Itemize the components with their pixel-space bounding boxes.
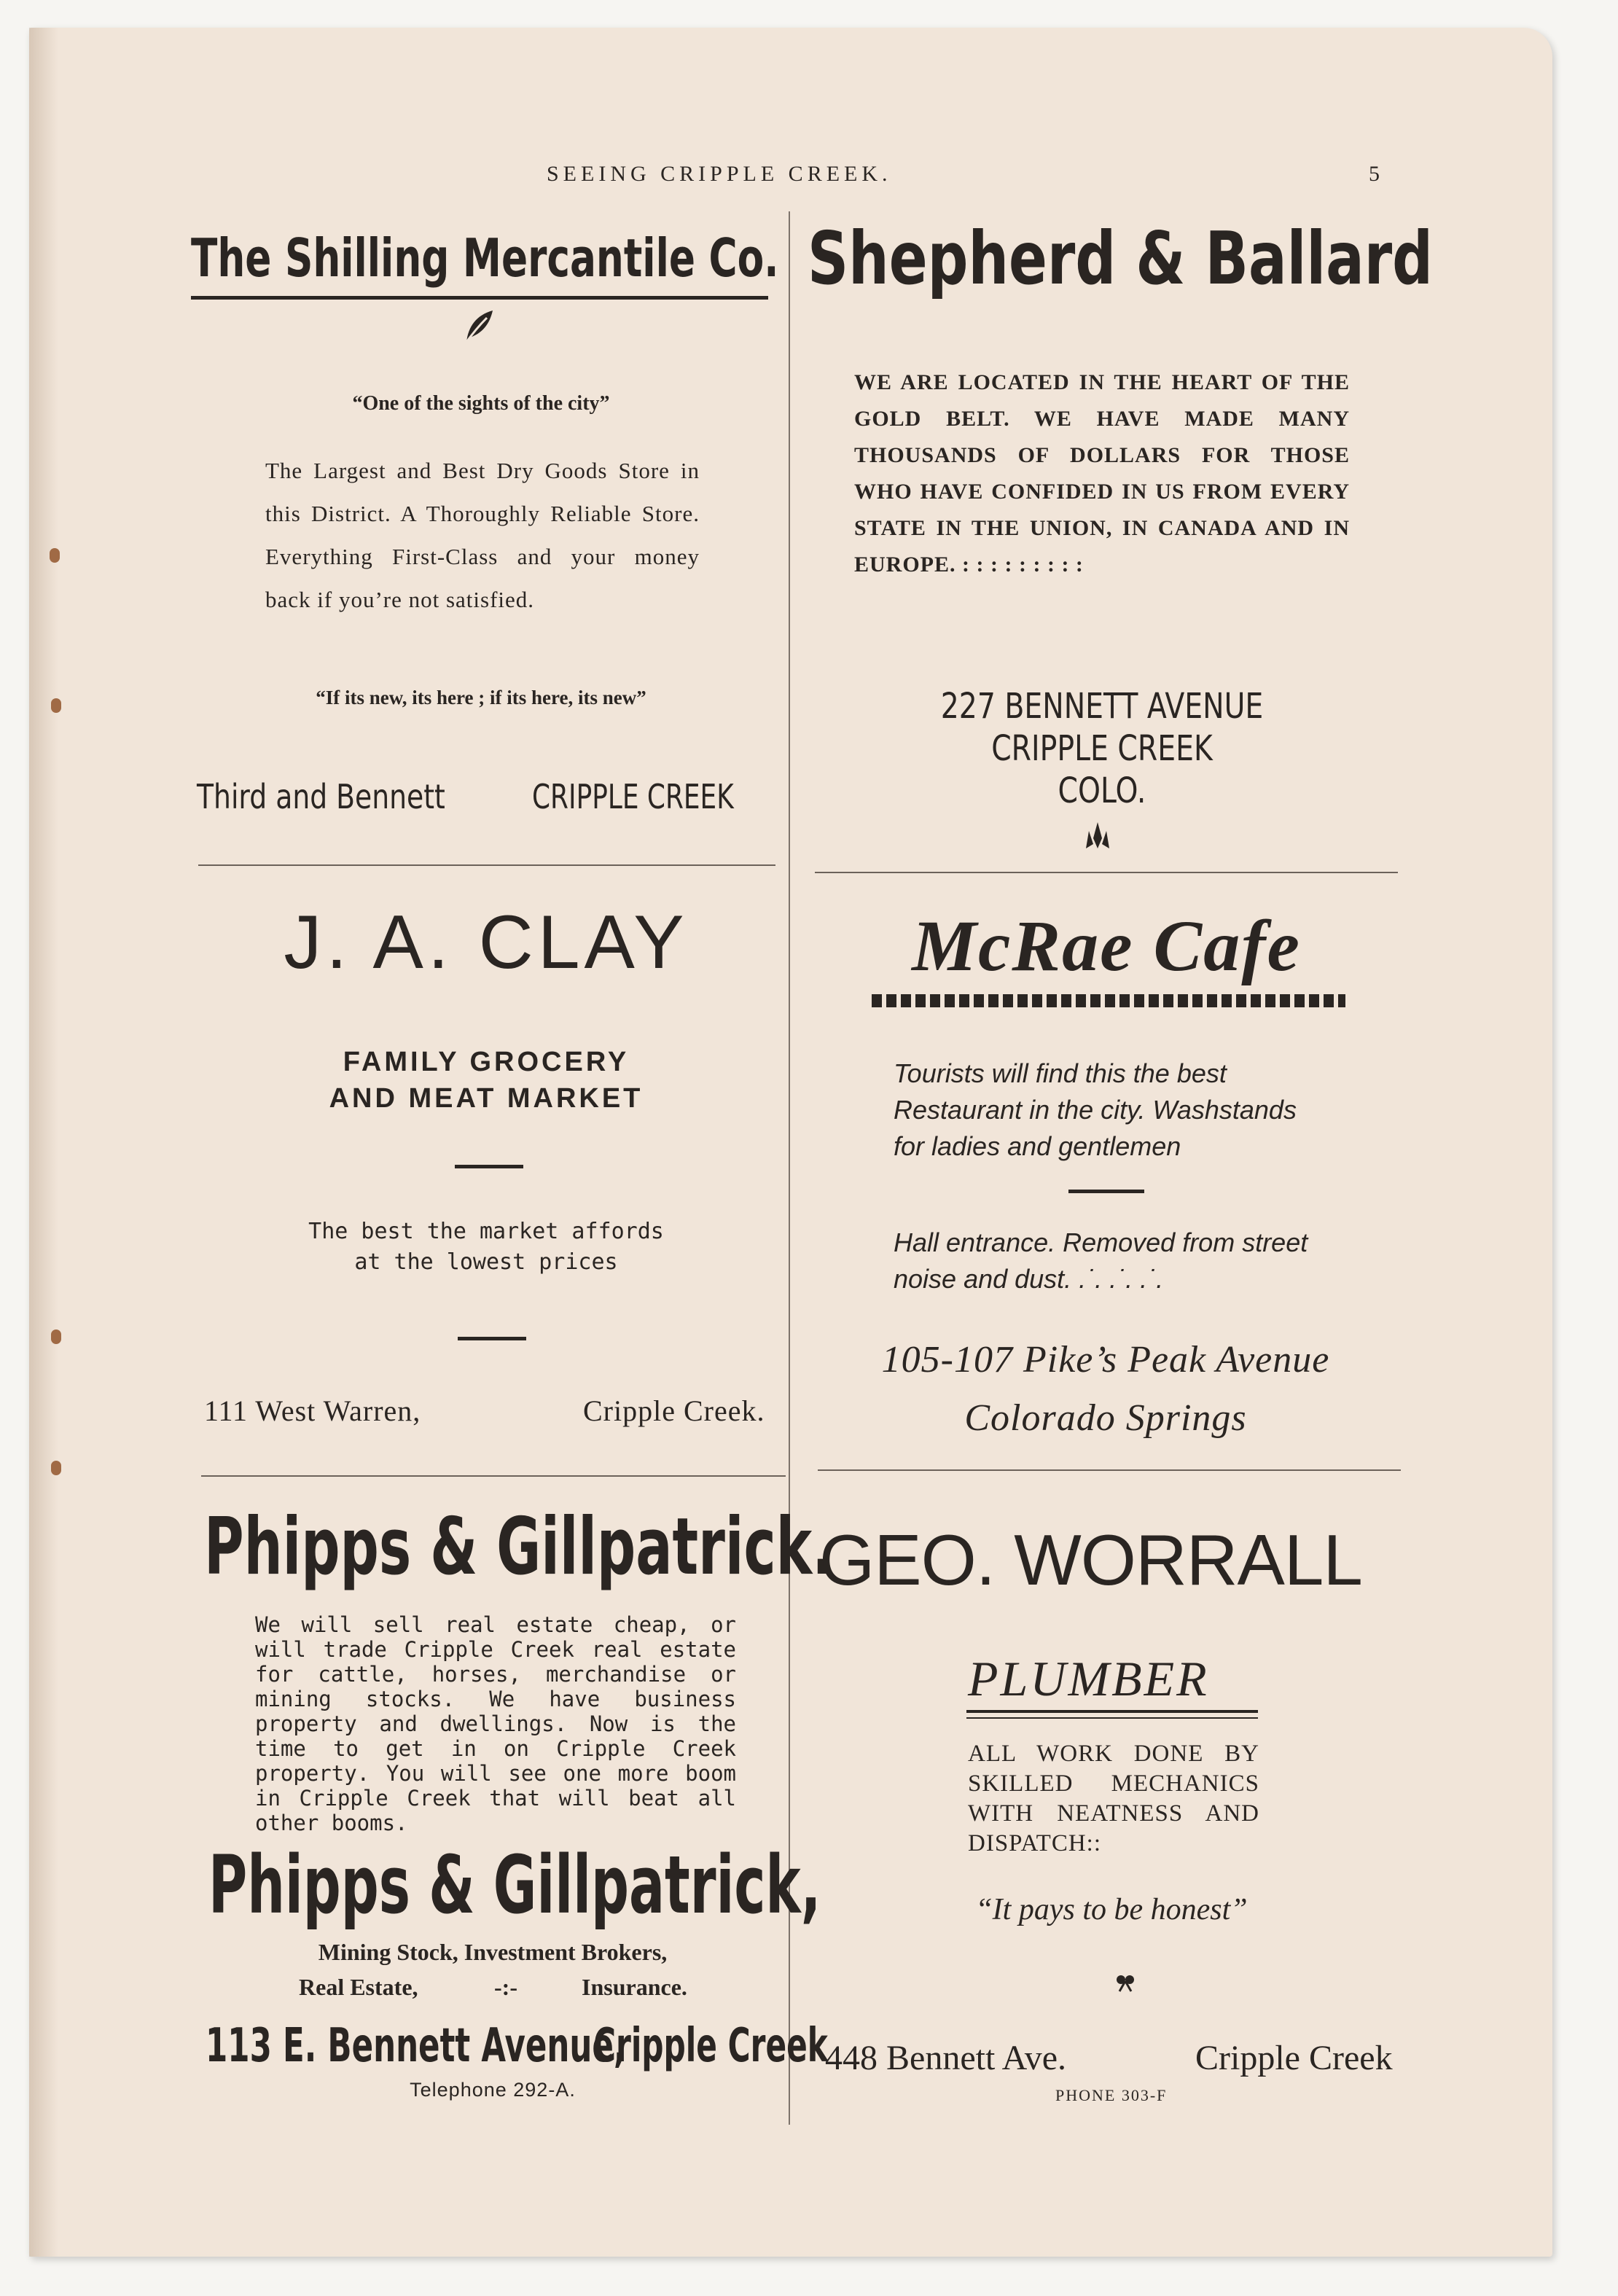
- mcrae-body-2: Hall entrance. Removed from street noise and dust. .˙. .˙. .˙.: [894, 1227, 1308, 1294]
- phipps-services-insurance: Insurance.: [582, 1974, 687, 2000]
- shepherd-address-2: CRIPPLE CREEK: [991, 728, 1213, 769]
- shepherd-address-1: 227 BENNETT AVENUE: [940, 686, 1264, 727]
- phipps-name-top: Phipps & Gillpatrick.: [204, 1502, 833, 1593]
- shepherd-name: Shepherd & Ballard: [808, 216, 1433, 301]
- shilling-name: The Shilling Mercantile Co.: [191, 227, 779, 289]
- shilling-rule: [191, 296, 768, 300]
- clay-slogan-2: at the lowest prices: [354, 1249, 618, 1275]
- worrall-address: 448 Bennett Ave.: [825, 2039, 1067, 2077]
- decorative-border: [872, 994, 1345, 1007]
- trade-underline: [966, 1710, 1258, 1713]
- clay-line-2: AND MEAT MARKET: [329, 1083, 644, 1114]
- section-rule: [201, 1475, 786, 1477]
- worrall-phone: PHONE 303-F: [1055, 2086, 1168, 2104]
- page-binding-shadow: [29, 28, 58, 2257]
- phipps-address: 113 E. Bennett Avenue,: [206, 2019, 626, 2073]
- page-number: 5: [1369, 162, 1380, 186]
- dash-rule: [1068, 1190, 1144, 1193]
- phipps-services-1: Mining Stock, Investment Brokers,: [318, 1939, 668, 1965]
- mcrae-address: 105-107 Pike’s Peak Avenue: [881, 1339, 1330, 1381]
- dash-rule: [455, 1165, 523, 1168]
- leaf-ornament-icon: [461, 305, 497, 347]
- phipps-body: We will sell real estate cheap, or will trade Cripple Creek real estate for cattle, horses, merchandise or mining stocks. We have business property and dwellings. Now is the time to get in on Cripple Creek property. You will see one more boom in Cripple Creek that will beat all other booms.: [255, 1612, 736, 1835]
- staple-hole: [50, 548, 60, 563]
- shilling-motto: “If its new, its here ; if its here, its new”: [316, 687, 646, 708]
- shilling-address: Third and Bennett: [197, 777, 445, 816]
- shepherd-address-3: COLO.: [1058, 770, 1146, 811]
- section-rule: [818, 1469, 1401, 1471]
- clay-address: 111 West Warren,: [204, 1394, 421, 1427]
- clay-slogan-1: The best the market affords: [308, 1219, 664, 1244]
- staple-hole: [51, 698, 61, 713]
- section-rule: [198, 864, 775, 866]
- worrall-body: ALL WORK DONE BY SKILLED MECHANICS WITH NEATNESS AND DISPATCH::: [968, 1741, 1259, 1856]
- running-title: SEEING CRIPPLE CREEK.: [547, 162, 892, 186]
- dash-rule: [458, 1337, 526, 1340]
- staple-hole: [51, 1461, 61, 1475]
- worrall-motto: “It pays to be honest”: [975, 1893, 1248, 1926]
- worrall-city: Cripple Creek: [1195, 2039, 1393, 2077]
- trade-underline: [966, 1717, 1258, 1719]
- mcrae-name: McRae Cafe: [912, 905, 1301, 986]
- phipps-city: Cripple Creek: [593, 2019, 828, 2073]
- phipps-services-real-estate: Real Estate,: [299, 1974, 418, 2000]
- shepherd-body: WE ARE LOCATED IN THE HEART OF THE GOLD BELT. WE HAVE MADE MANY THOUSANDS OF DOLLARS FOR THOSE WHO HAVE CONFIDED IN US FROM EVERY STATE IN THE UNION, IN CANADA AND IN EUROPE. : : : : : : : : :: [854, 370, 1350, 577]
- flourish-ornament-icon: [1082, 819, 1114, 851]
- worrall-trade: PLUMBER: [968, 1651, 1209, 1706]
- clay-line-1: FAMILY GROCERY: [343, 1047, 630, 1077]
- phipps-services-sep: -:-: [494, 1974, 517, 2000]
- clay-city: Cripple Creek.: [583, 1394, 765, 1427]
- shilling-body: The Largest and Best Dry Goods Store in this District. A Thoroughly Reliable Store. Everything First-Class and your money back if you’re not satisfied.: [265, 458, 700, 612]
- phipps-telephone: Telephone 292-A.: [410, 2079, 576, 2101]
- shilling-city: CRIPPLE CREEK: [532, 777, 734, 816]
- shilling-tagline: “One of the sights of the city”: [352, 392, 610, 415]
- clay-name: J. A. CLAY: [284, 900, 689, 985]
- staple-hole: [51, 1329, 61, 1344]
- floral-ornament-icon: [1112, 1972, 1138, 1993]
- section-rule: [815, 872, 1398, 873]
- mcrae-body: Tourists will find this the best Restaurant in the city. Washstands for ladies and gentlemen: [894, 1058, 1297, 1161]
- phipps-name-bottom: Phipps & Gillpatrick,: [208, 1838, 821, 1932]
- worrall-name: GEO. WORRALL: [819, 1520, 1362, 1600]
- mcrae-city: Colorado Springs: [964, 1397, 1247, 1439]
